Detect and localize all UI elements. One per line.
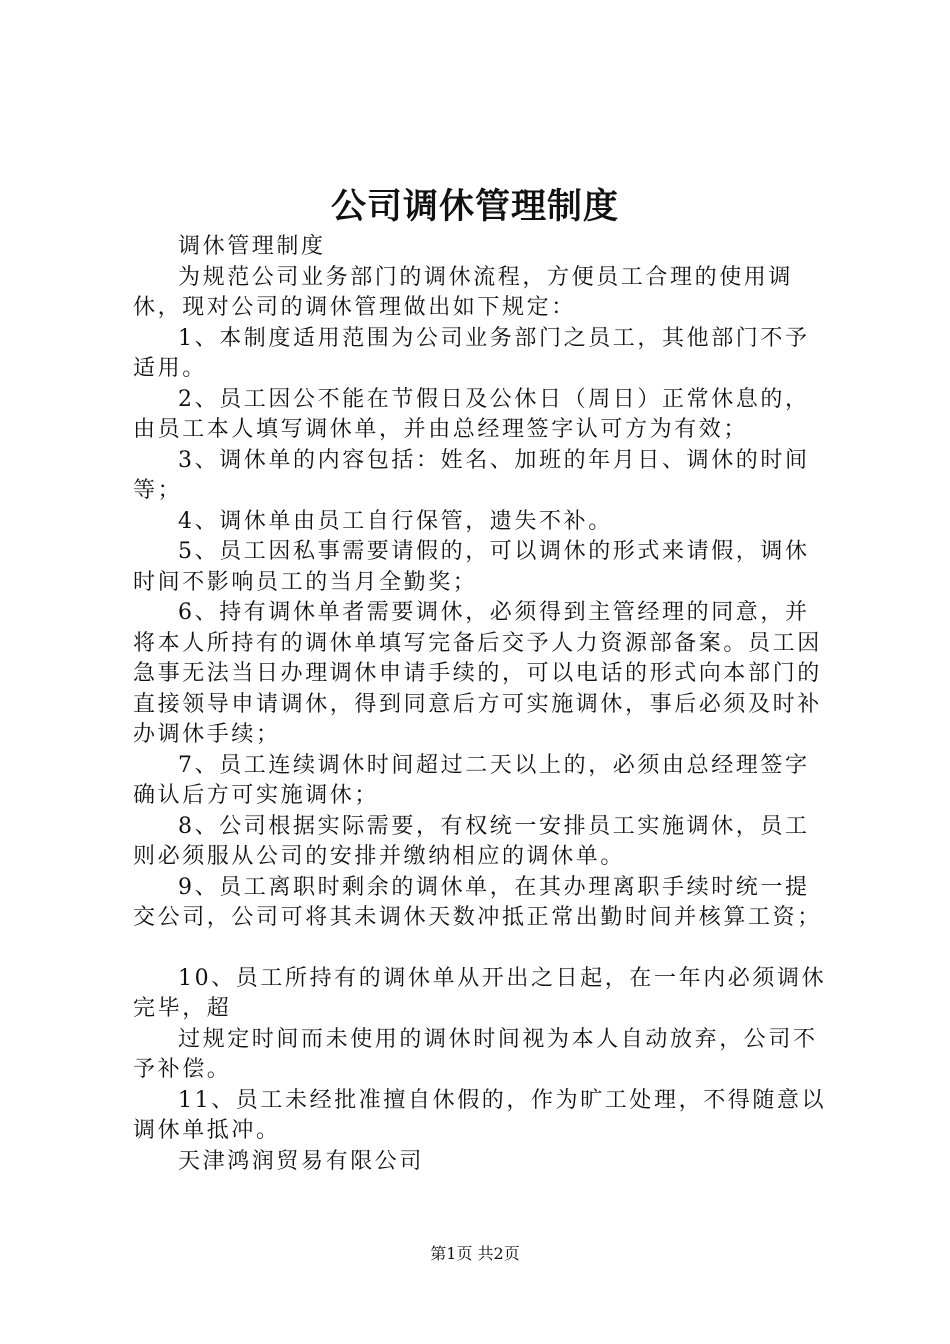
document-body — [133, 232, 833, 1177]
paragraph-intro: 为规范公司业务部门的调休流程，方便员工合理的使用调休，现对公司的调休管理做出如下规定： — [133, 264, 794, 320]
paragraph-rule-4: 4、调休单由员工自行保管，遗失不补。 — [178, 508, 613, 534]
paragraph-subtitle: 调休管理制度 — [178, 234, 326, 259]
paragraph-rule-3: 3、调休单的内容包括：姓名、加班的年月日、调休的时间等； — [133, 447, 810, 503]
paragraph-rule-9: 9、员工离职时剩余的调休单，在其办理离职手续时统一提交公司，公司可将其未调休天数冲抵正常出勤时间并核算工资； — [133, 874, 822, 930]
paragraph-rule-10-continued: 过规定时间而未使用的调休时间视为本人自动放弃，公司不予补偿。 — [133, 1026, 818, 1082]
paragraph-rule-5: 5、员工因私事需要请假的，可以调休的形式来请假，调休时间不影响员工的当月全勤奖； — [133, 539, 810, 595]
paragraph-rule-1: 1、本制度适用范围为公司业务部门之员工，其他部门不予适用。 — [133, 325, 810, 381]
paragraph-rule-10: 10、员工所持有的调休单从开出之日起，在一年内必须调休完毕，超 — [133, 965, 827, 1021]
paragraph-rule-7: 7、员工连续调休时间超过二天以上的，必须由总经理签字确认后方可实施调休； — [133, 752, 810, 808]
paragraph-rule-11: 11、员工未经批准擅自休假的，作为旷工处理，不得随意以调休单抵冲。 — [133, 1087, 827, 1143]
paragraph-rule-6: 6、持有调休单者需要调休，必须得到主管经理的同意，并将本人所持有的调休单填写完备后交予人力资源部备案。员工因急事无法当日办理调休申请手续的，可以电话的形式向本部门的直接领导申请调休，得到同意后方可实施调休，事后必须及时补办调休手续； — [133, 600, 822, 747]
page-number: 第1页 共2页 — [430, 1244, 520, 1263]
company-signature: 天津鸿润贸易有限公司 — [178, 1148, 425, 1174]
paragraph-rule-8: 8、公司根据实际需要，有权统一安排员工实施调休，员工则必须服从公司的安排并缴纳相应的调休单。 — [133, 813, 810, 869]
paragraph-rule-2: 2、员工因公不能在节假日及公休日（周日）正常休息的，由员工本人填写调休单，并由总经理签字认可方为有效； — [133, 386, 810, 442]
document-title: 公司调休管理制度 — [330, 186, 619, 227]
